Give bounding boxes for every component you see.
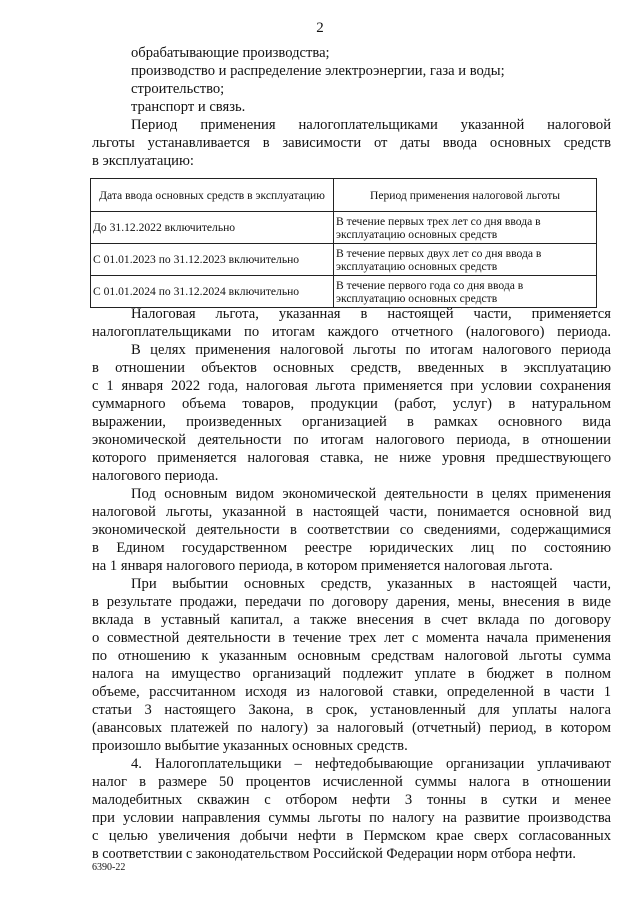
table-cell-date: До 31.12.2022 включительно: [91, 212, 334, 244]
page-number: 2: [316, 20, 324, 36]
text-line: налогового периода.: [92, 468, 219, 484]
text-line: В целях применения налоговой льготы по итогам налогового периода: [131, 342, 611, 358]
text-line: налоговой льготы, указанной в настоящей части, понимается основной вид: [92, 504, 611, 520]
text-line: суммарного объема товаров, продукции (работ, услуг) в натуральном: [92, 396, 611, 412]
text-line: налог в размере 50 процентов исчисленной суммы налога в отношении: [92, 774, 611, 790]
table-cell-period: В течение первых двух лет со дня ввода в эксплуатацию основных средств: [334, 244, 597, 276]
table-row: [91, 212, 597, 244]
text-line: при условии направления суммы льготы по налогу на развитие производства: [92, 810, 611, 826]
text-line: малодебитных скважин с отбором нефти 3 тонны в сутки и менее: [92, 792, 611, 808]
text-line: выражении, произведенных организацией в рамках основного вида: [92, 414, 611, 430]
text-line: с целью увеличения добычи нефти в Пермском крае сверх согласованных: [92, 828, 611, 844]
text-line: (авансовых платежей по налогу) за налоговый (отчетный) период, в котором: [92, 720, 611, 736]
text-line: 4. Налогоплательщики – нефтедобывающие организации уплачивают: [131, 756, 611, 772]
text-line: с 1 января 2022 года, налоговая льгота применяется при условии сохранения: [92, 378, 611, 394]
table-row: [91, 276, 597, 308]
benefit-period-table: [90, 178, 597, 308]
text-line: по отношению к указанным основным средствам налоговой льготы сумма: [92, 648, 611, 664]
text-line: налогоплательщиками по итогам каждого отчетного (налогового) периода.: [92, 324, 611, 340]
text-line: При выбытии основных средств, указанных в настоящей части,: [131, 576, 611, 592]
text-line: о совместной деятельности в течение трех лет с момента начала применения: [92, 630, 611, 646]
text-line: которого применяется налоговая ставка, не ниже уровня предшествующего: [92, 450, 611, 466]
list-item: обрабатывающие производства;: [131, 45, 330, 61]
list-item: строительство;: [131, 81, 225, 97]
text-line: в соответствии с законодательством Российской Федерации норм отбора нефти.: [92, 846, 576, 862]
table-cell-period: В течение первых трех лет со дня ввода в эксплуатацию основных средств: [334, 212, 597, 244]
text-line: налога на имущество организаций подлежит уплате в бюджет в полном: [92, 666, 611, 682]
text-line: экономической деятельности в соответствии со сведениями, содержащимися: [92, 522, 611, 538]
list-item: транспорт и связь.: [131, 99, 246, 115]
text-line: Период применения налогоплательщиками указанной налоговой: [131, 117, 611, 133]
text-line: экономической деятельности по итогам налогового периода, в отношении: [92, 432, 611, 448]
table-row: [91, 244, 597, 276]
table-cell-date: С 01.01.2024 по 31.12.2024 включительно: [91, 276, 334, 308]
text-line: в отношении объектов основных средств, введенных в эксплуатацию: [92, 360, 611, 376]
table-header-date: Дата ввода основных средств в эксплуатацию: [91, 179, 334, 212]
text-line: в Едином государственном реестре юридических лиц по состоянию: [92, 540, 611, 556]
text-line: объеме, рассчитанном исходя из налоговой ставки, определенной в части 1: [92, 684, 611, 700]
text-line: в эксплуатацию:: [92, 153, 194, 169]
text-line: произошло выбытие указанных основных средств.: [92, 738, 408, 754]
table-cell-period: В течение первого года со дня ввода в эксплуатацию основных средств: [334, 276, 597, 308]
text-line: льготы устанавливается в зависимости от даты ввода основных средств: [92, 135, 611, 151]
text-line: в результате продажи, передачи по договору дарения, мены, внесения в виде: [92, 594, 611, 610]
text-line: Под основным видом экономической деятельности в целях применения: [131, 486, 611, 502]
text-line: Налоговая льгота, указанная в настоящей части, применяется: [131, 306, 611, 322]
text-line: статьи 3 настоящего Закона, в срок, установленный для уплаты налога: [92, 702, 611, 718]
list-item: производство и распределение электроэнергии, газа и воды;: [131, 63, 505, 79]
text-line: на 1 января налогового периода, в котором применяется налоговая льгота.: [92, 558, 553, 574]
footer-code: 6390-22: [92, 862, 126, 873]
table-header-row: [91, 179, 597, 212]
text-line: вклада в уставный капитал, а также внесения в счет вклада по договору: [92, 612, 611, 628]
table-header-period: Период применения налоговой льготы: [334, 179, 597, 212]
table-cell-date: С 01.01.2023 по 31.12.2023 включительно: [91, 244, 334, 276]
